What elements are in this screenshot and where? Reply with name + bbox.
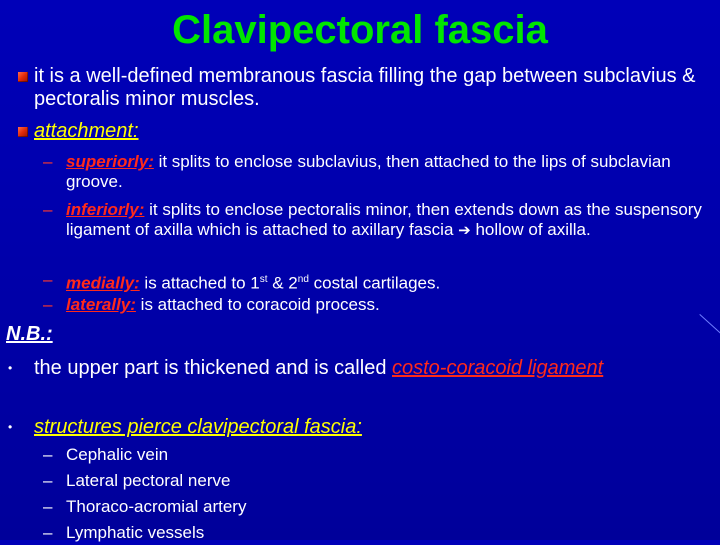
dash-bullet: – bbox=[43, 200, 53, 219]
attachment-medially: medially: is attached to 1st & 2nd costal cartilages. bbox=[66, 273, 441, 293]
nb-heading: N.B.: bbox=[6, 323, 53, 345]
dash-bullet: – bbox=[43, 471, 53, 490]
dash-bullet: – bbox=[43, 270, 53, 289]
dash-bullet: – bbox=[43, 295, 53, 314]
medially-label: medially: bbox=[66, 273, 140, 293]
square-bullet-icon bbox=[18, 127, 28, 137]
definition-text: it is a well-defined membranous fascia filling the gap between subclavius & pectoralis minor muscles. bbox=[34, 65, 696, 110]
round-bullet-icon: • bbox=[8, 361, 13, 375]
square-bullet-icon bbox=[18, 72, 28, 82]
structure-item: Thoraco-acromial artery bbox=[66, 497, 247, 516]
arrow-right-icon: ➔ bbox=[458, 222, 471, 239]
decorative-line bbox=[699, 314, 720, 335]
dash-bullet: – bbox=[43, 445, 53, 464]
inferiorly-label: inferiorly: bbox=[66, 200, 145, 219]
attachment-laterally: laterally: is attached to coracoid process. bbox=[66, 295, 380, 314]
structures-label: structures pierce clavipectoral fascia: bbox=[34, 416, 362, 438]
structure-item: Lymphatic vessels bbox=[66, 523, 205, 542]
nb-item-structures bbox=[34, 416, 362, 439]
costo-coracoid-ligament: costo-coracoid ligament bbox=[392, 357, 604, 379]
structure-item: Cephalic vein bbox=[66, 445, 169, 464]
nb-item-costo-coracoid: the upper part is thickened and is called costo-coracoid ligament bbox=[34, 357, 604, 379]
attachment-label: attachment: bbox=[34, 120, 139, 142]
round-bullet-icon: • bbox=[8, 420, 13, 434]
attachment-superiorly: superiorly: it splits to enclose subclavius, then attached to the lips of subclavian groove. bbox=[66, 152, 671, 191]
dash-bullet: – bbox=[43, 152, 53, 171]
attachment-heading bbox=[34, 120, 139, 143]
attachment-inferiorly: inferiorly: it splits to enclose pectoralis minor, then extends down as the suspensory ligament of axilla which is attached to axillary fascia ➔ hollow of axilla. bbox=[66, 200, 702, 239]
dash-bullet: – bbox=[43, 523, 53, 542]
dash-bullet: – bbox=[43, 497, 53, 516]
laterally-label: laterally: bbox=[66, 295, 136, 314]
superiorly-label: superiorly: bbox=[66, 152, 154, 171]
structure-item: Lateral pectoral nerve bbox=[66, 471, 231, 490]
slide-title: Clavipectoral fascia bbox=[172, 8, 548, 52]
